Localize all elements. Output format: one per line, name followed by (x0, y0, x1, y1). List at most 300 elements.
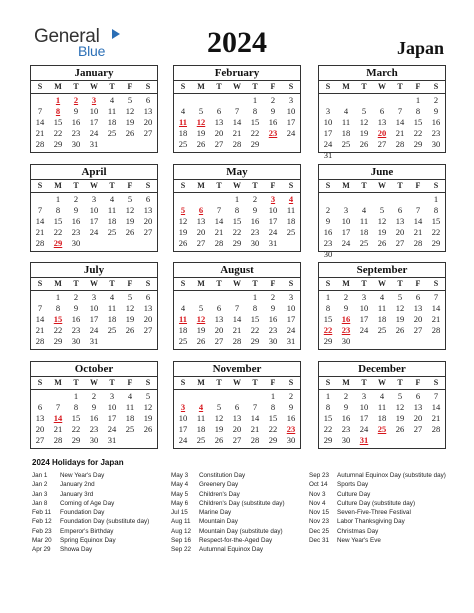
day-grid (31, 94, 157, 150)
weekday-label: W (378, 279, 386, 288)
day-cell: 5 (397, 292, 403, 302)
holiday-date: Jan 1 (32, 472, 48, 479)
day-cell: 26 (178, 238, 188, 248)
day-empty (246, 391, 264, 402)
day-cell: 18 (286, 216, 296, 226)
day-holiday: 20 (377, 128, 387, 138)
day-cell: 28 (35, 336, 45, 346)
day-cell: 1 (55, 292, 61, 302)
day-cell: 31 (89, 139, 99, 149)
day-cell: 15 (71, 413, 81, 423)
day-cell: 17 (359, 314, 369, 324)
day-cell: 17 (286, 314, 296, 324)
day-cell: 26 (196, 139, 206, 149)
weekday-label: F (415, 378, 421, 387)
day-cell: 7 (433, 391, 439, 401)
day-cell: 6 (415, 391, 421, 401)
holiday-date: Sep 22 (171, 546, 191, 554)
day-empty (210, 391, 228, 402)
day-cell: 2 (252, 194, 258, 204)
day-empty (355, 95, 373, 106)
day-cell: 16 (71, 314, 81, 324)
day-cell: 24 (268, 227, 278, 237)
holiday-row (309, 536, 447, 545)
weekday-label: T (73, 279, 79, 288)
day-cell: 23 (341, 424, 351, 434)
weekday-header (31, 81, 157, 94)
day-cell: 22 (53, 128, 63, 138)
day-cell: 18 (107, 216, 117, 226)
month-title: December (319, 362, 445, 377)
day-cell: 14 (250, 413, 260, 423)
day-cell: 9 (288, 402, 294, 412)
day-cell: 24 (89, 227, 99, 237)
day-empty (31, 194, 49, 205)
day-cell: 25 (125, 424, 135, 434)
day-cell: 20 (395, 227, 405, 237)
holiday-date: Feb 23 (32, 527, 52, 535)
day-cell: 24 (178, 435, 188, 445)
day-cell: 23 (89, 424, 99, 434)
month-june (318, 164, 446, 259)
day-cell: 1 (73, 391, 79, 401)
day-cell: 24 (359, 424, 369, 434)
day-cell: 23 (268, 325, 278, 335)
day-cell: 31 (107, 435, 117, 445)
day-cell: 28 (232, 139, 242, 149)
day-cell: 17 (178, 424, 188, 434)
day-cell: 28 (431, 325, 441, 335)
holiday-name: Constitution Day (199, 472, 246, 479)
month-title: April (31, 165, 157, 180)
weekday-label: W (233, 279, 241, 288)
day-cell: 19 (395, 413, 405, 423)
weekday-label: T (216, 378, 222, 387)
day-cell: 30 (286, 435, 296, 445)
holiday-name: Showa Day (60, 546, 93, 554)
holiday-column (171, 471, 309, 555)
day-cell: 5 (145, 391, 151, 401)
day-cell: 24 (341, 238, 351, 248)
day-cell: 8 (55, 303, 61, 313)
day-grid (31, 390, 157, 446)
day-cell: 11 (286, 205, 296, 215)
weekday-label: F (127, 82, 133, 91)
day-cell: 22 (53, 325, 63, 335)
day-empty (31, 95, 49, 106)
day-cell: 28 (431, 424, 441, 434)
holiday-name: New Year's Eve (337, 537, 381, 545)
day-cell: 29 (268, 435, 278, 445)
day-cell: 3 (361, 292, 367, 302)
day-cell: 28 (35, 238, 45, 248)
day-cell: 7 (55, 402, 61, 412)
day-cell: 5 (379, 205, 385, 215)
day-cell: 28 (53, 435, 63, 445)
day-cell: 14 (35, 117, 45, 127)
day-empty (31, 391, 49, 402)
day-empty (210, 95, 228, 106)
weekday-label: F (127, 279, 133, 288)
day-cell: 9 (91, 402, 97, 412)
day-cell: 24 (323, 139, 333, 149)
weekday-label: M (54, 378, 62, 387)
day-cell: 31 (323, 150, 333, 160)
day-cell: 29 (53, 336, 63, 346)
weekday-label: W (233, 378, 241, 387)
holiday-row (171, 490, 309, 499)
weekday-label: S (288, 279, 294, 288)
day-empty (319, 194, 337, 205)
holiday-column (32, 471, 170, 555)
day-cell: 20 (143, 117, 153, 127)
holiday-name: Spring Equinox Day (60, 537, 116, 545)
holiday-date: Nov 15 (309, 509, 329, 517)
month-august (173, 262, 301, 350)
day-cell: 29 (250, 336, 260, 346)
day-holiday: 15 (53, 314, 63, 324)
day-cell: 20 (35, 424, 45, 434)
month-november (173, 361, 301, 449)
day-cell: 27 (196, 238, 206, 248)
day-cell: 17 (341, 227, 351, 237)
day-cell: 29 (323, 435, 333, 445)
weekday-label: S (288, 181, 294, 190)
day-grid (174, 94, 300, 150)
day-holiday: 3 (180, 402, 186, 412)
day-cell: 30 (250, 238, 260, 248)
day-cell: 26 (196, 336, 206, 346)
holiday-row (171, 527, 309, 536)
day-cell: 4 (180, 303, 186, 313)
day-empty (174, 194, 192, 205)
day-cell: 2 (288, 391, 294, 401)
day-cell: 3 (325, 106, 331, 116)
day-holiday: 5 (180, 205, 186, 215)
day-cell: 1 (252, 292, 258, 302)
day-cell: 2 (91, 391, 97, 401)
month-title: November (174, 362, 300, 377)
day-cell: 12 (377, 216, 387, 226)
holiday-name: New Year's Day (60, 472, 105, 479)
day-cell: 21 (431, 413, 441, 423)
day-cell: 11 (107, 205, 117, 215)
day-empty (391, 95, 409, 106)
day-cell: 29 (53, 139, 63, 149)
day-cell: 12 (214, 413, 224, 423)
day-cell: 8 (325, 402, 331, 412)
weekday-label: F (270, 181, 276, 190)
holiday-row (171, 480, 309, 489)
weekday-label: T (397, 279, 403, 288)
day-cell: 17 (323, 128, 333, 138)
day-grid (319, 390, 445, 446)
day-cell: 7 (37, 106, 43, 116)
day-cell: 20 (413, 314, 423, 324)
day-cell: 14 (232, 117, 242, 127)
day-cell: 10 (268, 205, 278, 215)
day-holiday: 6 (198, 205, 204, 215)
weekday-label: W (90, 279, 98, 288)
holiday-name: Greenery Day (199, 481, 239, 489)
month-title: August (174, 263, 300, 278)
holiday-name: Mountain Day (substitute day) (199, 527, 283, 535)
day-cell: 12 (359, 117, 369, 127)
day-cell: 11 (107, 106, 117, 116)
weekday-label: S (37, 279, 43, 288)
month-title: October (31, 362, 157, 377)
day-cell: 16 (431, 117, 441, 127)
weekday-label: S (433, 378, 439, 387)
day-cell: 21 (35, 227, 45, 237)
holiday-row (171, 499, 309, 508)
day-cell: 25 (377, 325, 387, 335)
weekday-label: S (325, 378, 331, 387)
day-cell: 5 (127, 194, 133, 204)
weekday-label: M (197, 279, 205, 288)
day-cell: 30 (341, 435, 351, 445)
day-cell: 15 (250, 117, 260, 127)
day-cell: 29 (232, 238, 242, 248)
day-empty (174, 95, 192, 106)
month-title: July (31, 263, 157, 278)
holiday-name: Children's Day (199, 490, 240, 498)
day-holiday: 12 (196, 314, 206, 324)
day-cell: 30 (323, 249, 333, 259)
day-cell: 9 (270, 303, 276, 313)
holiday-name: Children's Day (substitute day) (199, 499, 285, 507)
weekday-label: T (361, 378, 367, 387)
weekday-label: W (378, 82, 386, 91)
day-empty (409, 194, 427, 205)
day-cell: 11 (341, 117, 351, 127)
day-cell: 25 (286, 227, 296, 237)
day-cell: 21 (214, 227, 224, 237)
day-grid (174, 390, 300, 446)
day-cell: 15 (53, 216, 63, 226)
holiday-date: Feb 12 (32, 518, 52, 526)
day-cell: 2 (343, 391, 349, 401)
day-cell: 10 (359, 303, 369, 313)
day-cell: 30 (71, 139, 81, 149)
holiday-row (32, 508, 170, 517)
day-grid (31, 193, 157, 249)
day-cell: 11 (125, 402, 135, 412)
weekday-label: T (252, 82, 258, 91)
holiday-row (32, 471, 170, 480)
day-cell: 9 (73, 303, 79, 313)
day-cell: 9 (343, 402, 349, 412)
day-cell: 24 (286, 128, 296, 138)
month-december (318, 361, 446, 449)
holiday-date: Jul 15 (171, 509, 188, 517)
day-cell: 22 (53, 227, 63, 237)
day-cell: 30 (71, 238, 81, 248)
weekday-label: W (378, 378, 386, 387)
day-cell: 21 (232, 128, 242, 138)
weekday-label: T (109, 279, 115, 288)
day-cell: 29 (323, 336, 333, 346)
day-cell: 30 (341, 336, 351, 346)
weekday-label: S (288, 378, 294, 387)
day-cell: 17 (89, 216, 99, 226)
day-cell: 19 (125, 117, 135, 127)
weekday-label: T (252, 378, 258, 387)
day-cell: 9 (343, 303, 349, 313)
day-cell: 16 (268, 314, 278, 324)
day-cell: 28 (214, 238, 224, 248)
holidays-title: 2024 Holidays for Japan (32, 458, 124, 467)
day-cell: 14 (214, 216, 224, 226)
holiday-row (171, 471, 309, 480)
holiday-date: Dec 25 (309, 527, 329, 535)
weekday-header (174, 278, 300, 291)
day-holiday: 16 (341, 314, 351, 324)
day-cell: 4 (127, 391, 133, 401)
day-cell: 7 (252, 402, 258, 412)
day-cell: 19 (359, 128, 369, 138)
day-cell: 4 (109, 194, 115, 204)
day-cell: 13 (35, 413, 45, 423)
day-cell: 8 (433, 205, 439, 215)
day-cell: 17 (89, 117, 99, 127)
holiday-row (32, 517, 170, 526)
day-cell: 26 (395, 325, 405, 335)
day-cell: 18 (107, 117, 117, 127)
holiday-row (32, 480, 170, 489)
weekday-header (319, 278, 445, 291)
day-empty (192, 391, 210, 402)
weekday-label: F (270, 279, 276, 288)
holiday-date: Sep 16 (171, 537, 191, 545)
holiday-row (309, 527, 447, 536)
day-cell: 20 (196, 227, 206, 237)
day-cell: 23 (71, 325, 81, 335)
weekday-label: W (90, 181, 98, 190)
weekday-label: T (216, 181, 222, 190)
day-cell: 1 (252, 95, 258, 105)
day-cell: 7 (433, 292, 439, 302)
day-cell: 19 (178, 227, 188, 237)
day-cell: 18 (178, 325, 188, 335)
day-cell: 10 (89, 205, 99, 215)
day-empty (337, 95, 355, 106)
holiday-name: Sports Day (337, 481, 369, 489)
month-title: February (174, 66, 300, 81)
day-cell: 14 (395, 117, 405, 127)
day-holiday: 31 (359, 435, 369, 445)
day-cell: 27 (35, 435, 45, 445)
day-cell: 17 (268, 216, 278, 226)
holiday-date: Jan 2 (32, 481, 48, 489)
day-cell: 21 (431, 314, 441, 324)
day-cell: 27 (232, 435, 242, 445)
holiday-date: Aug 11 (171, 518, 191, 526)
weekday-label: T (397, 181, 403, 190)
day-holiday: 14 (53, 413, 63, 423)
day-cell: 1 (415, 95, 421, 105)
weekday-label: T (109, 181, 115, 190)
day-cell: 4 (343, 106, 349, 116)
holiday-row (32, 490, 170, 499)
day-cell: 15 (431, 216, 441, 226)
holiday-row (309, 490, 447, 499)
day-cell: 18 (107, 314, 117, 324)
day-cell: 29 (71, 435, 81, 445)
day-cell: 28 (35, 139, 45, 149)
month-title: January (31, 66, 157, 81)
day-holiday: 29 (53, 238, 63, 248)
day-cell: 10 (89, 303, 99, 313)
day-cell: 9 (73, 205, 79, 215)
day-cell: 19 (214, 424, 224, 434)
day-cell: 16 (89, 413, 99, 423)
day-empty (228, 292, 246, 303)
day-holiday: 11 (178, 314, 188, 324)
day-cell: 26 (359, 139, 369, 149)
holiday-row (309, 517, 447, 526)
day-cell: 12 (395, 303, 405, 313)
day-cell: 30 (431, 139, 441, 149)
weekday-header (31, 278, 157, 291)
day-empty (355, 194, 373, 205)
weekday-label: S (433, 82, 439, 91)
day-cell: 2 (270, 95, 276, 105)
weekday-label: M (197, 378, 205, 387)
weekday-label: M (54, 82, 62, 91)
day-cell: 26 (125, 128, 135, 138)
day-cell: 5 (216, 402, 222, 412)
weekday-label: W (233, 82, 241, 91)
calendar-year: 2024 (207, 26, 267, 59)
day-cell: 16 (71, 216, 81, 226)
day-cell: 5 (361, 106, 367, 116)
weekday-label: T (397, 82, 403, 91)
holiday-name: Christmas Day (337, 527, 379, 535)
holiday-date: Apr 29 (32, 546, 51, 554)
day-cell: 12 (143, 402, 153, 412)
day-cell: 27 (143, 325, 153, 335)
calendar-country: Japan (396, 38, 444, 58)
day-cell: 7 (234, 303, 240, 313)
weekday-header (174, 81, 300, 94)
day-holiday: 12 (196, 117, 206, 127)
logo-text-blue: Blue (78, 43, 106, 59)
day-cell: 18 (341, 128, 351, 138)
day-cell: 2 (73, 292, 79, 302)
holiday-name: Culture Day (substitute day) (337, 499, 416, 507)
month-march (318, 65, 446, 160)
weekday-label: S (180, 279, 186, 288)
day-cell: 14 (431, 402, 441, 412)
day-cell: 22 (323, 424, 333, 434)
logo-text-general: General (34, 26, 100, 47)
day-cell: 21 (232, 325, 242, 335)
day-cell: 13 (214, 314, 224, 324)
weekday-label: S (37, 378, 43, 387)
day-cell: 15 (323, 413, 333, 423)
day-cell: 21 (413, 227, 423, 237)
day-grid (319, 291, 445, 347)
weekday-label: S (180, 82, 186, 91)
weekday-label: F (270, 378, 276, 387)
day-cell: 31 (89, 336, 99, 346)
day-cell: 18 (377, 413, 387, 423)
holiday-name: Seven-Five-Three Festival (337, 509, 411, 517)
day-cell: 14 (35, 216, 45, 226)
holiday-row (171, 536, 309, 545)
day-cell: 10 (286, 303, 296, 313)
